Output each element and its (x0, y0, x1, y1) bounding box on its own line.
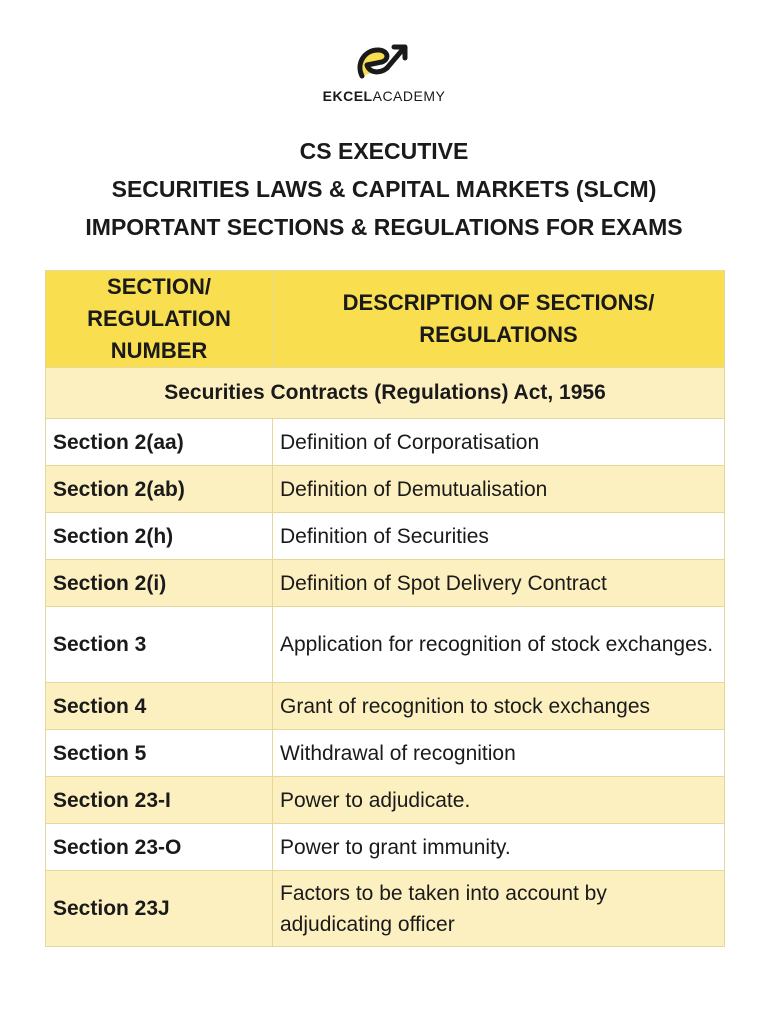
table-row (46, 777, 725, 824)
title-line-3: IMPORTANT SECTIONS & REGULATIONS FOR EXAMS (85, 214, 683, 240)
table-row (46, 513, 725, 560)
table-row (46, 419, 725, 466)
table-row (46, 560, 725, 607)
table-header-row (46, 271, 725, 368)
brand-name-light: ACADEMY (372, 88, 446, 104)
section-description: Application for recognition of stock exchanges. (273, 607, 725, 683)
table-row (46, 824, 725, 871)
section-description: Withdrawal of recognition (273, 730, 725, 777)
group-title: Securities Contracts (Regulations) Act, 1956 (46, 368, 725, 419)
section-description: Definition of Demutualisation (273, 466, 725, 513)
table-row (46, 607, 725, 683)
arrow-e-logo-icon (356, 40, 412, 84)
document-titles (0, 132, 768, 246)
section-number: Section 2(i) (46, 560, 273, 607)
section-description: Definition of Spot Delivery Contract (273, 560, 725, 607)
section-number: Section 23J (46, 871, 273, 947)
section-number: Section 3 (46, 607, 273, 683)
group-title-row (46, 368, 725, 419)
table-row (46, 871, 725, 947)
brand-name (0, 88, 768, 104)
header-description: DESCRIPTION OF SECTIONS/ REGULATIONS (273, 271, 725, 368)
title-line-1: CS EXECUTIVE (299, 138, 469, 164)
section-description: Definition of Corporatisation (273, 419, 725, 466)
section-description: Power to grant immunity. (273, 824, 725, 871)
section-number: Section 2(h) (46, 513, 273, 560)
section-description: Definition of Securities (273, 513, 725, 560)
section-description: Power to adjudicate. (273, 777, 725, 824)
section-number: Section 2(aa) (46, 419, 273, 466)
table-row (46, 466, 725, 513)
section-number: Section 5 (46, 730, 273, 777)
sections-table (45, 270, 725, 947)
section-description: Grant of recognition to stock exchanges (273, 683, 725, 730)
section-number: Section 23-O (46, 824, 273, 871)
table-row (46, 730, 725, 777)
title-line-2: SECURITIES LAWS & CAPITAL MARKETS (SLCM) (111, 176, 657, 202)
brand-logo (0, 40, 768, 104)
table-row (46, 683, 725, 730)
header-section-number: SECTION/ REGULATION NUMBER (46, 271, 273, 368)
section-description: Factors to be taken into account by adjudicating officer (273, 871, 725, 947)
section-number: Section 23-I (46, 777, 273, 824)
brand-name-bold: EKCEL (322, 88, 373, 104)
section-number: Section 2(ab) (46, 466, 273, 513)
section-number: Section 4 (46, 683, 273, 730)
